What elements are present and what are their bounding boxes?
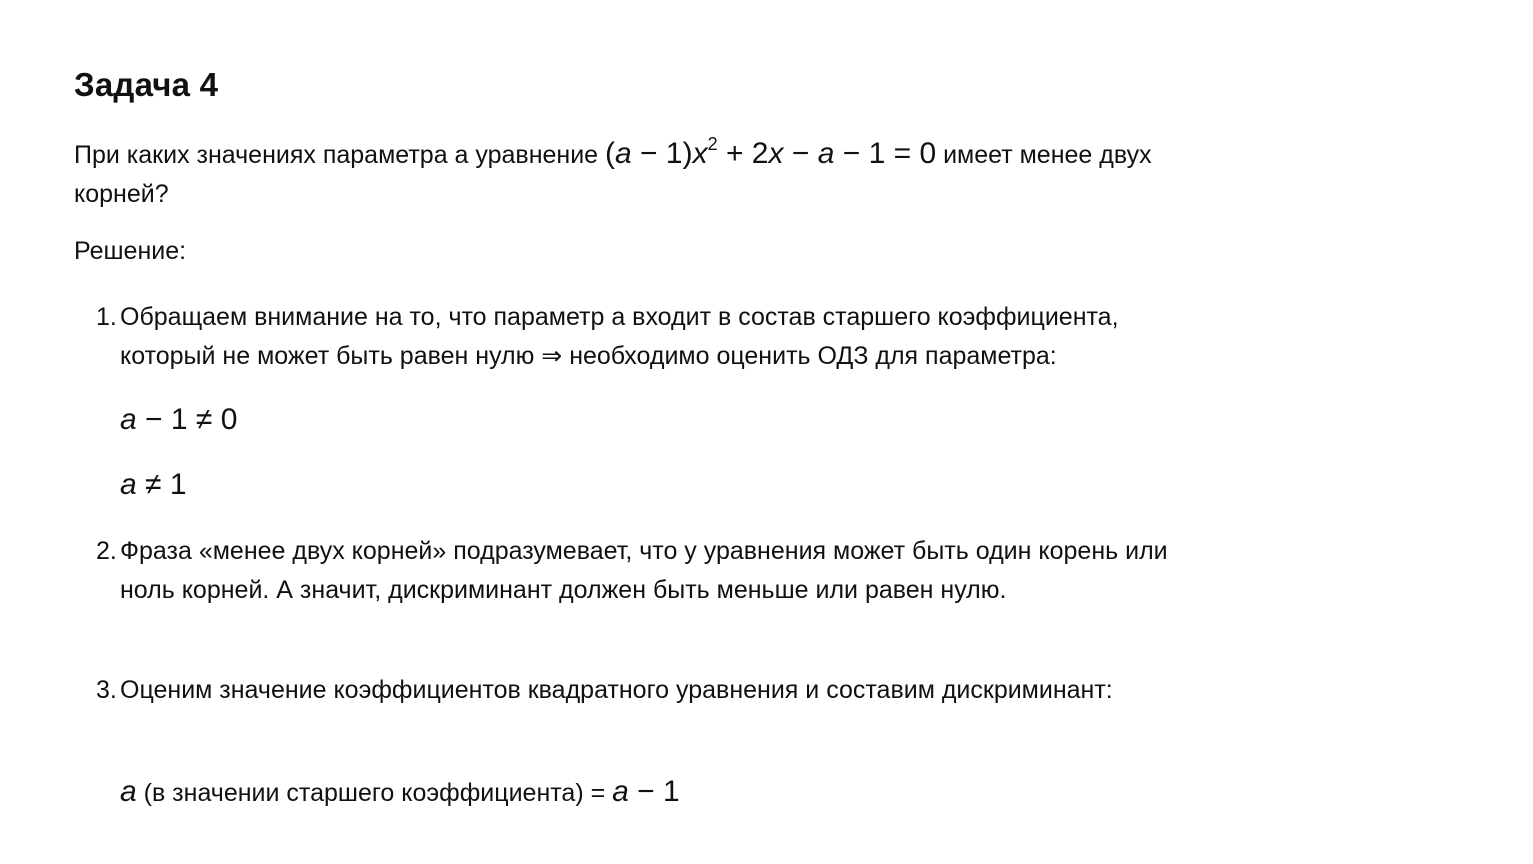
eq-paren: ( <box>605 137 616 170</box>
formula-var: a <box>120 775 137 808</box>
eq-var-a: a <box>817 137 835 170</box>
eq-var-a: a <box>615 137 632 170</box>
problem-text-before: При каких значениях параметра a уравнение <box>74 141 606 169</box>
list-item <box>96 671 1206 710</box>
list-item-text: Фраза «менее двух корней» подразумевает, что у уравнения может быть один корень или ноль корней. А значит, дискриминант должен быть меньше или равен нулю. <box>120 537 1168 604</box>
formula-var: a <box>120 403 137 436</box>
formula-leading-coefficient <box>120 775 680 809</box>
list-item <box>96 532 1206 610</box>
eq-part: − 1 = 0 <box>834 137 937 170</box>
eq-var-x: x <box>768 137 784 170</box>
formula-var: a <box>612 775 629 808</box>
equation <box>605 134 937 170</box>
formula-note: (в значении старшего коэффициента) = <box>136 779 613 807</box>
list-item-number: 3. <box>96 676 117 704</box>
eq-part: − 1) <box>631 137 693 170</box>
formula-part: ≠ 1 <box>136 468 187 501</box>
solution-heading: Решение: <box>74 237 187 265</box>
formula-part: − 1 ≠ 0 <box>136 403 238 436</box>
list-item-number: 2. <box>96 537 117 565</box>
page-title: Задача 4 <box>74 66 219 103</box>
problem-statement <box>74 134 1204 214</box>
eq-part: + 2 <box>717 137 769 170</box>
list-item-text: Обращаем внимание на то, что параметр a входит в состав старшего коэффициента, который не может быть равен нулю ⇒ необходимо оценить ОДЗ для параметра: <box>120 303 1119 370</box>
problem-text-after: имеет менее двух корней? <box>74 141 1152 208</box>
eq-var-x: x <box>692 137 708 170</box>
formula-a-minus-1-neq-0 <box>120 403 237 437</box>
formula-var: a <box>120 468 137 501</box>
eq-part: − <box>783 137 818 170</box>
list-item-number: 1. <box>96 303 117 331</box>
formula-a-neq-1 <box>120 468 187 502</box>
eq-exponent: 2 <box>707 134 718 154</box>
formula-part: − 1 <box>628 775 680 808</box>
list-item <box>96 298 1206 376</box>
list-item-text: Оценим значение коэффициентов квадратного уравнения и составим дискриминант: <box>120 676 1113 704</box>
